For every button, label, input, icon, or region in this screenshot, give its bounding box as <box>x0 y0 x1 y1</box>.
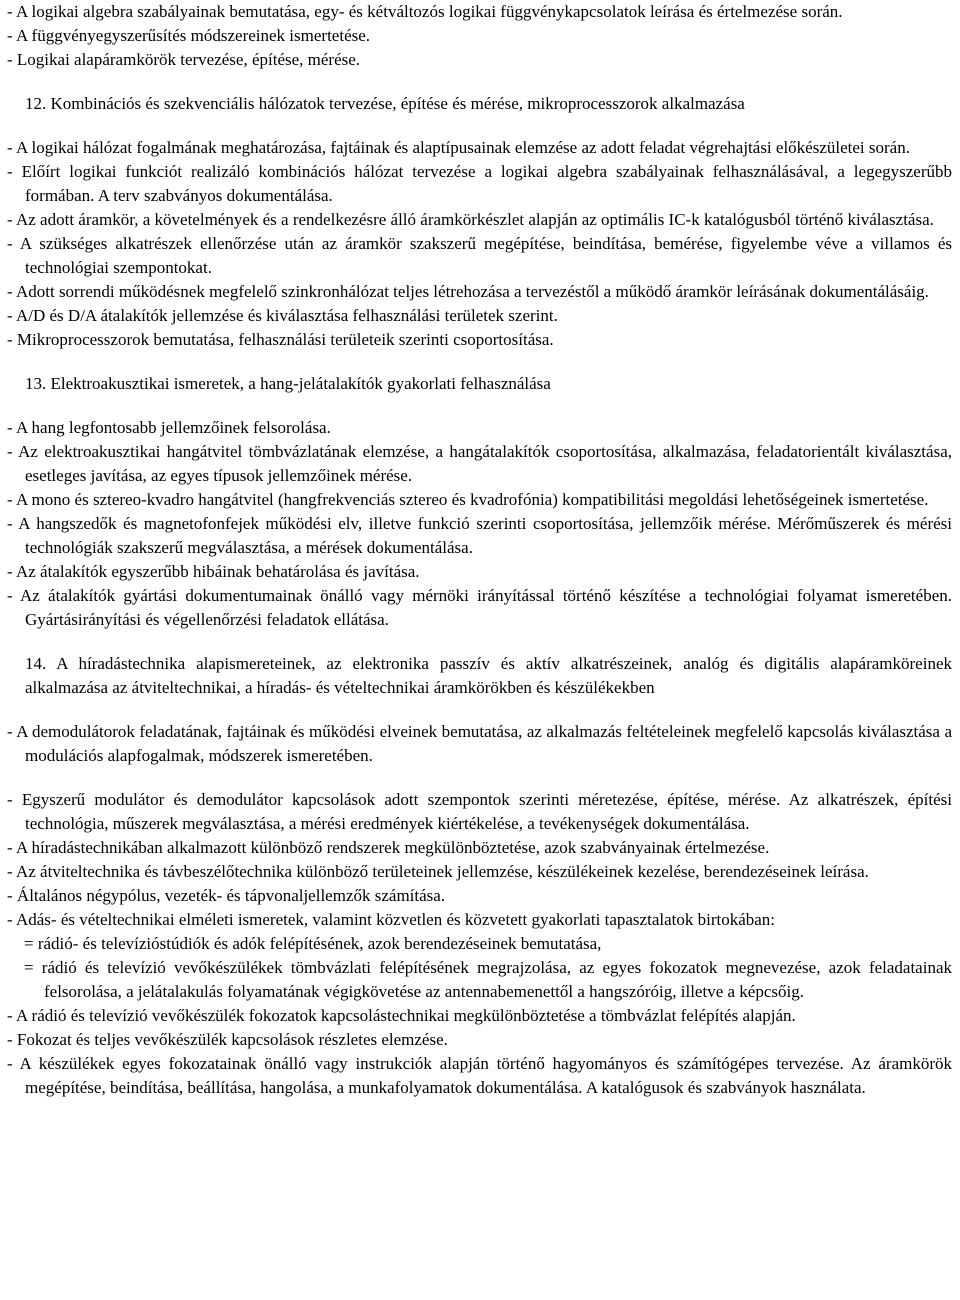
section-12-item: - Az adott áramkör, a követelmények és a rendelkezésre álló áramkörkészlet alapján az optimális IC-k katalógusból történő kiválasztása. <box>7 210 934 229</box>
section-13-item: - Az elektroakusztikai hangátvitel tömbvázlatának elemzése, a hangátalakítók csoportosítása, alkalmazása, feladatorientált kiválasztása, esetleges javítása, az egyes típusok jellemzőinek mérése. <box>7 442 952 485</box>
section-12-item: - A szükséges alkatrészek ellenőrzése után az áramkör szakszerű megépítése, beindítása, bemérése, figyelembe véve a villamos és technológiai szempontokat. <box>7 234 952 277</box>
section-13-item: - A hangszedők és magnetofonfejek működési elv, illetve funkció szerinti csoportosítása, jellemzőik mérése. Mérőműszerek és mérési technológiák szakszerű megválasztása, a mérések dokumentálása. <box>7 514 952 557</box>
section-13-item: - A hang legfontosabb jellemzőinek felsorolása. <box>7 418 331 437</box>
section-12-item: - Adott sorrendi működésnek megfelelő szinkronhálózat teljes létrehozása a tervezéstől a működő áramkör leírásának dokumentálásáig. <box>7 282 929 301</box>
section-14-item: - A rádió és televízió vevőkészülék fokozatok kapcsolástechnikai megkülönböztetése a tömbvázlat felépítés alapján. <box>7 1006 796 1025</box>
section-14-item: - Egyszerű modulátor és demodulátor kapcsolások adott szempontok szerinti méretezése, építése, mérése. Az alkatrészek, építési technológia, műszerek megválasztása, a mérési eredmények kiértékelése, a tevékenységek dokumentálása. <box>7 790 952 833</box>
section-14-heading: 14. A híradástechnika alapismereteinek, az elektronika passzív és aktív alkatrészeinek, analóg és digitális alapáramköreinek alkalmazása az átviteltechnikai, a híradás- és vételtechnikai áramkörökben és készülékekben <box>25 654 952 697</box>
section-12-heading: 12. Kombinációs és szekvenciális hálózatok tervezése, építése és mérése, mikroprocesszorok alkalmazása <box>25 94 745 113</box>
section-14-item: - A híradástechnikában alkalmazott különböző rendszerek megkülönböztetése, azok szabványainak értelmezése. <box>7 838 770 857</box>
section-12-item: - Mikroprocesszorok bemutatása, felhasználási területeik szerinti csoportosítása. <box>7 330 554 349</box>
section-14-item: - Fokozat és teljes vevőkészülék kapcsolások részletes elemzése. <box>7 1030 448 1049</box>
section-14-item: - A készülékek egyes fokozatainak önálló vagy instrukciók alapján történő hagyományos és számítógépes tervezése. Az áramkörök megépítése, beindítása, beállítása, hangolása, a munkafolyamatok dokumentálása. A katalógusok és szabványok használata. <box>7 1054 952 1097</box>
section-14-item: - A demodulátorok feladatának, fajtáinak és működési elveinek bemutatása, az alkalmazás feltételeinek megfelelő kapcsolás kiválasztása a modulációs alapfogalmak, módszerek ismeretében. <box>7 722 952 765</box>
section-12-item: - A logikai hálózat fogalmának meghatározása, fajtáinak és alaptípusainak elemzése az adott feladat végrehajtási előkészületei során. <box>7 138 910 157</box>
section-14-item: - Adás- és vételtechnikai elméleti ismeretek, valamint közvetlen és közvetett gyakorlati tapasztalatok birtokában: <box>7 910 776 929</box>
section-14-item: - Az átviteltechnika és távbeszélőtechnika különböző területeinek jellemzése, készülékeinek kezelése, berendezéseinek leírása. <box>7 862 869 881</box>
section-13-heading: 13. Elektroakusztikai ismeretek, a hang-jelátalakítók gyakorlati felhasználása <box>25 374 551 393</box>
spacer <box>0 352 960 372</box>
intro-item: - A logikai algebra szabályainak bemutatása, egy- és kétváltozós logikai függvénykapcsolatok leírása és értelmezése során. <box>7 2 843 21</box>
section-14-subitem: = rádió- és televízióstúdiók és adók felépítésének, azok berendezéseinek bemutatása, <box>24 934 602 953</box>
spacer <box>0 72 960 92</box>
section-12-item: - Előírt logikai funkciót realizáló kombinációs hálózat tervezése a logikai algebra szabályainak felhasználásával, a legegyszerűbb formában. A terv szabványos dokumentálása. <box>7 162 952 205</box>
intro-item: - A függvényegyszerűsítés módszereinek ismertetése. <box>7 26 371 45</box>
section-13-item: - Az átalakítók egyszerűbb hibáinak behatárolása és javítása. <box>7 562 420 581</box>
spacer <box>0 700 960 720</box>
spacer <box>0 768 960 788</box>
spacer <box>0 632 960 652</box>
spacer <box>0 396 960 416</box>
section-13-item: - A mono és sztereo-kvadro hangátvitel (hangfrekvenciás sztereo és kvadrofónia) kompatibilitási megoldási lehetőségeinek ismertetése. <box>7 490 929 509</box>
section-14-item: - Általános négypólus, vezeték- és tápvonaljellemzők számítása. <box>7 886 446 905</box>
intro-item: - Logikai alapáramkörök tervezése, építése, mérése. <box>7 50 361 69</box>
section-13-item: - Az átalakítók gyártási dokumentumainak önálló vagy mérnöki irányítással történő készítése a technológiai folyamat ismeretében. Gyártásirányítási és végellenőrzési feladatok ellátása. <box>7 586 952 629</box>
spacer <box>0 116 960 136</box>
section-14-subitem: = rádió és televízió vevőkészülékek tömbvázlati felépítésének megrajzolása, az egyes fokozatok megnevezése, azok feladatainak felsorolása, a jelátalakulás folyamatának végigkövetése az antennabemenettől a hangszóróig, illetve a képcsőig. <box>24 958 952 1001</box>
section-12-item: - A/D és D/A átalakítók jellemzése és kiválasztása felhasználási területek szerint. <box>7 306 558 325</box>
